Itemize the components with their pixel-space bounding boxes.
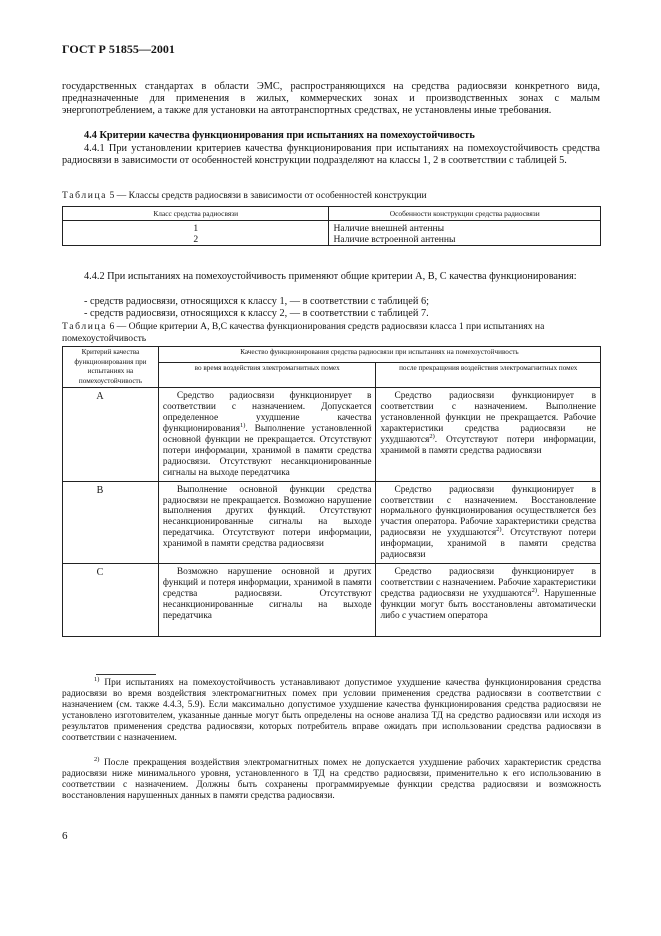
table5-feature-cell: Наличие внешней антенны xyxy=(329,221,601,235)
table5-col-class: Класс средства радиосвязи xyxy=(63,207,329,221)
table6-header-row xyxy=(63,347,601,363)
after-text-cont: . Нарушенные функции могут быть восстановлены автоматически либо с участием оператора xyxy=(380,588,596,621)
after-cell xyxy=(376,563,601,636)
list-item: - средств радиосвязи, относящихся к классу 2, — в соответствии с таблицей 7. xyxy=(84,308,429,319)
table5-class-cell: 1 xyxy=(63,221,329,235)
table-row xyxy=(63,234,601,246)
paragraph-4-4-1: 4.4.1 При установлении критериев качества функционирования при испытаниях на помехоустойчивость средства радиосвязи в зависимости от особенностей конструкции подразделяют на классы 1, 2 в соответствии с таблицей 5. xyxy=(62,143,600,167)
table5-class-cell: 2 xyxy=(63,234,329,246)
during-cell xyxy=(158,388,376,481)
list-item: - средств радиосвязи, относящихся к классу 1, — в соответствии с таблицей 6; xyxy=(84,296,429,307)
footnote-2 xyxy=(62,755,602,802)
table6-caption-text: 6 — Общие критерии А, В,С качества функционирования средств радиосвязи класса 1 при испытаниях на помехоустойчивость xyxy=(62,321,545,344)
document-header: ГОСТ Р 51855—2001 xyxy=(62,42,175,56)
after-cell xyxy=(376,481,601,563)
table5-feature-cell: Наличие встроенной антенны xyxy=(329,234,601,246)
footnote-1 xyxy=(62,675,602,743)
after-text: Средство радиосвязи функционирует в соответствии с назначением. Рабочие характеристики средства радиосвязи не ухудшаются xyxy=(380,566,596,599)
table-row xyxy=(63,388,601,481)
footnote-1-text: При испытаниях на помехоустойчивость устанавливают допустимое ухудшение качества функционирования средства радиосвязи во время воздействия электромагнитных помех при условии применения средства радиосвязи в соответствии с назначением (см. также 4.4.3, 5.9). Если максимально допустимое ухудшение качества функционирования средства радиосвязи не установлено изготовителем, указанные данные могут быть определены на основе анализа ТД на средство радиосвязи или исходя из результатов применения средства радиосвязи, которых потребитель вправе ожидать при использовании средства радиосвязи в соответствии с назначением. xyxy=(62,678,602,743)
during-cell xyxy=(158,563,376,636)
during-text: Выполнение основной функции средства радиосвязи не прекращается. Возможно нарушение выполнения других функций. Отсутствуют несанкционированные сигналы на выходе передатчика. Отсутствуют потери информации, хранимой в памяти средства радиосвязи xyxy=(162,484,372,550)
table-row xyxy=(63,481,601,563)
footnote-ref: 1) xyxy=(239,421,246,429)
footnote-ref: 2) xyxy=(531,586,538,594)
after-text: Средство радиосвязи функционирует в соответствии с назначением. Восстановление нормального функционирования осуществляется без участия оператора. Рабочие характеристики средства радиосвязи не ухудшаются xyxy=(380,484,596,539)
table6-col-quality: Качество функционирования средства радиосвязи при испытаниях на помехоустойчивость xyxy=(158,347,600,363)
footnote-mark: 1) xyxy=(94,675,100,683)
after-text-cont: . Отсутствуют потери информации, хранимой в памяти средства радиосвязи xyxy=(380,528,596,561)
table5-caption-label: Таблица xyxy=(62,190,108,201)
footnote-ref: 2) xyxy=(429,432,435,440)
table5-header-row xyxy=(63,207,601,221)
after-text-cont: . Отсутствуют потери информации, хранимой в памяти средства радиосвязи xyxy=(380,435,596,456)
during-cell xyxy=(158,481,376,563)
table6-caption xyxy=(62,321,602,344)
table5-col-feature: Особенности конструкции средства радиосвязи xyxy=(329,207,601,221)
table6-caption-label: Таблица xyxy=(62,321,108,332)
page-number: 6 xyxy=(62,830,68,842)
section-heading: 4.4 Критерии качества функционирования при испытаниях на помехоустойчивость xyxy=(84,130,475,141)
footnote-mark: 2) xyxy=(94,755,100,763)
footnote-2-text: После прекращения воздействия электромагнитных помех не допускается ухудшение рабочих характеристик средства радиосвязи ниже минимального уровня, установленного в ТД на средство радиосвязи, применительно к его использованию в соответствии с назначением. Должны быть сохранены программируемые функции средства радиосвязи и возможность восстановления нарушенных данных в памяти средства радиосвязи. xyxy=(62,758,602,801)
criterion-cell: С xyxy=(63,563,159,636)
table-row xyxy=(63,563,601,636)
during-text-cont: . Выполнение установленной основной функции не прекращается. Отсутствуют потери информации, хранимой в памяти средства радиосвязи. Отсутствуют несанкционированные сигналы на выходе передатчика xyxy=(162,424,372,478)
after-cell xyxy=(376,388,601,481)
criterion-cell: В xyxy=(63,481,159,563)
criterion-cell: А xyxy=(63,388,159,481)
table6-col-criterion: Критерий качества функционирования при испытаниях на помехоустойчивость xyxy=(63,347,159,388)
table-5 xyxy=(62,206,601,246)
table5-caption-text: 5 — Классы средств радиосвязи в зависимости от особенностей конструкции xyxy=(109,190,427,201)
table6-col-after: после прекращения воздействия электромагнитных помех xyxy=(376,363,601,388)
footnote-ref: 2) xyxy=(496,526,502,534)
footnote-divider xyxy=(96,674,156,675)
after-text: Средство радиосвязи функционирует в соответствии с назначением. Выполнение установленной функции не прекращается. Рабочие характеристики средства радиосвязи не ухудшаются xyxy=(380,391,596,445)
paragraph-4-4-2: 4.4.2 При испытаниях на помехоустойчивость применяют общие критерии А, В, С качества функционирования: xyxy=(84,271,577,282)
during-text: Средство радиосвязи функционирует в соответствии с назначением. Допускается определенное ухудшение качества функционирования xyxy=(162,391,372,435)
table-6 xyxy=(62,346,601,637)
table-row xyxy=(63,221,601,235)
table5-caption xyxy=(62,190,602,202)
during-text: Возможно нарушение основной и других функций и потеря информации, хранимой в памяти средства радиосвязи. Отсутствуют несанкционированные сигналы на выходе передатчика xyxy=(162,566,372,621)
table6-col-during: во время воздействия электромагнитных помех xyxy=(158,363,376,388)
intro-paragraph: государственных стандартах в области ЭМС, распространяющихся на средства радиосвязи конкретного вида, предназначенные для применения в жилых, коммерческих зонах и производственных зонах с малым энергопотреблением, а также для установки на автотранспортных средствах, не установлены иные требования. xyxy=(62,81,600,117)
